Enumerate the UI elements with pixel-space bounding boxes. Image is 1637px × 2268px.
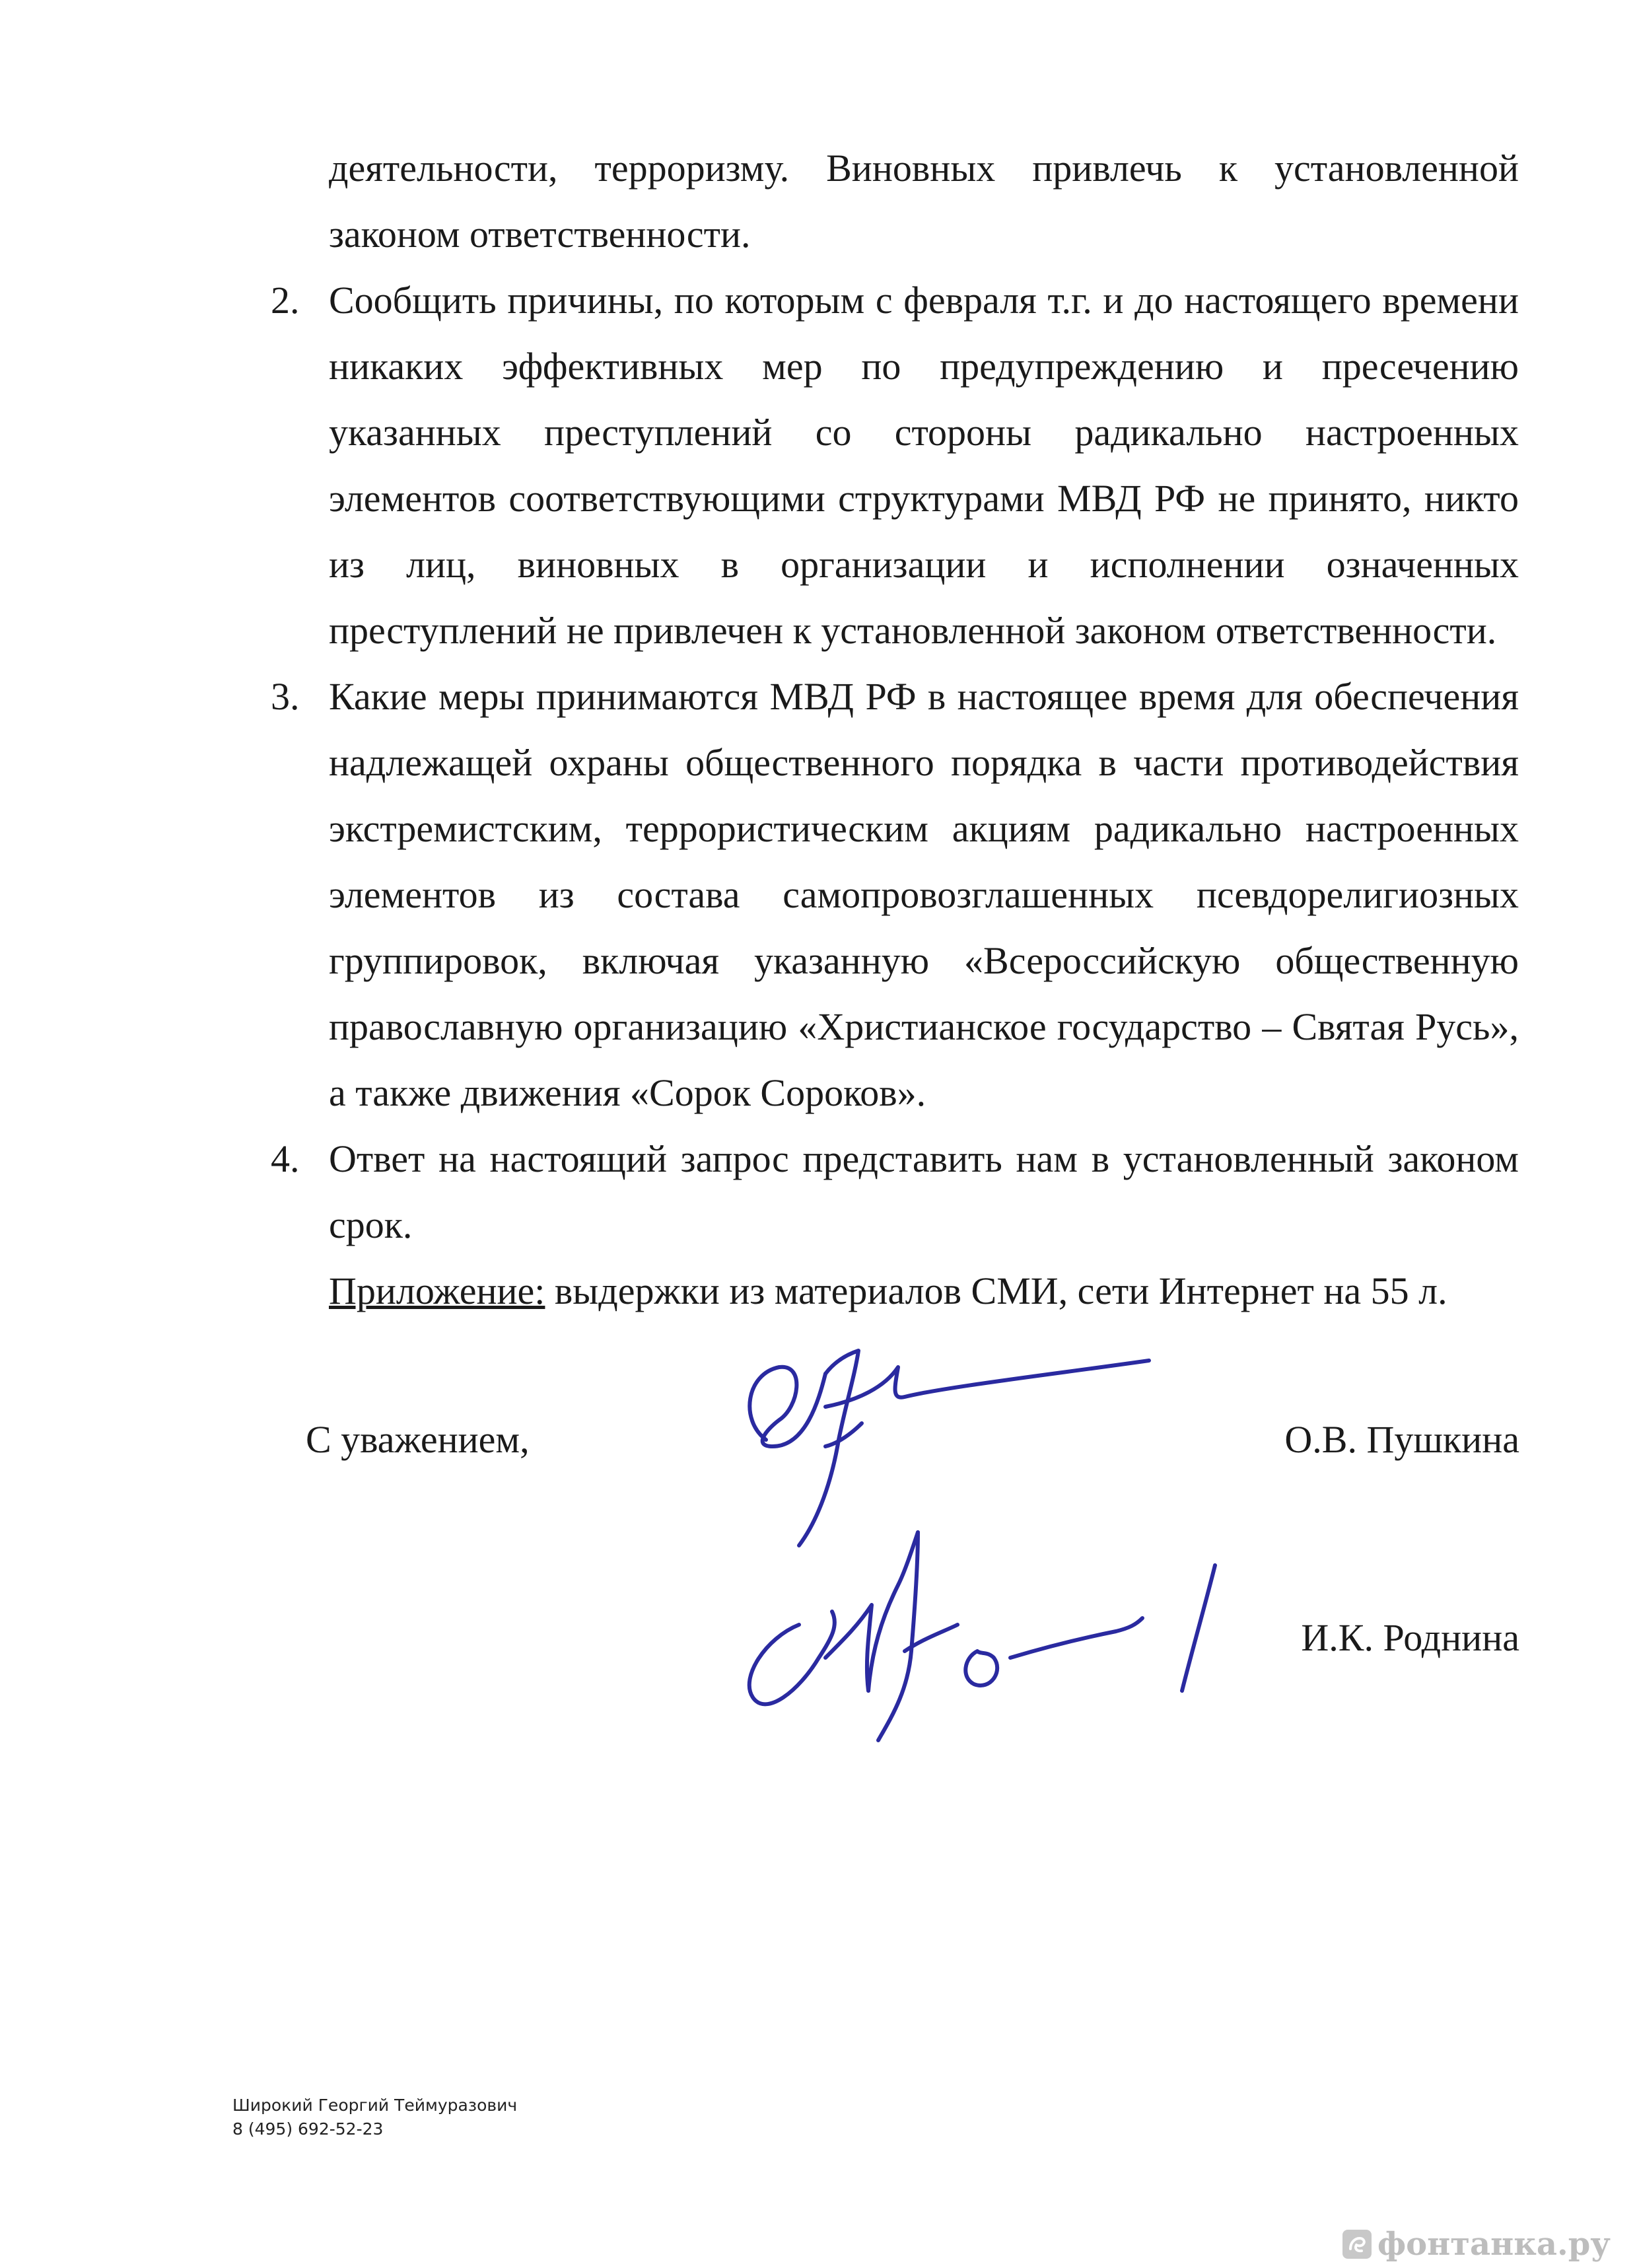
contact-name: Широкий Георгий Теймуразович [232,2096,518,2115]
signer-name-2: И.К. Роднина [1301,1616,1519,1659]
letter-body [271,135,1519,1324]
attachment-label: Приложение: [329,1269,545,1312]
list-number: 2. [271,279,300,322]
list-item-text: Сообщить причины, по которым с февраля т.г. и до настоящего времени никаких эффективных мер по предупреждению и пресечению указанных преступлений со стороны радикально настроенных элементов соответствующими структурами МВД РФ не принято, никто из лиц, виновных в организации и исполнении означенных преступлений не привлечен к установленной законом ответственности. [329,279,1519,652]
watermark [1342,2226,1611,2263]
handwritten-signature [726,1347,1228,1744]
list-item-2 [271,267,1519,664]
list-item-3 [271,664,1519,1126]
continuation-paragraph: деятельности, терроризму. Виновных привлечь к установленной законом ответственности. [329,147,1519,256]
contact-phone: 8 (495) 692-52-23 [232,2119,384,2139]
signer-name-1: О.В. Пушкина [1284,1418,1519,1461]
attachment-line [329,1258,1519,1324]
contact-block [232,2094,517,2141]
list-item-4 [271,1126,1519,1258]
attachment-text: выдержки из материалов СМИ, сети Интернет на 55 л. [545,1269,1447,1312]
fontanka-logo-icon [1342,2229,1372,2259]
list-number: 4. [271,1137,300,1180]
list-item-text: Какие меры принимаются МВД РФ в настоящее время для обеспечения надлежащей охраны общественного порядка в части противодействия экстремистским, террористическим акциям радикально настроенных элементов из состава самопровозглашенных псевдорелигиозных группировок, включая указанную «Всероссийскую общественную православную организацию «Христианское государство – Святая Русь», а также движения «Сорок Сороков». [329,675,1519,1114]
closing-regards: С уважением, [306,1418,530,1461]
watermark-text: фонтанка.ру [1377,2226,1611,2263]
list-number: 3. [271,675,300,718]
list-item-text: Ответ на настоящий запрос представить нам в установленный законом срок. [329,1137,1519,1246]
